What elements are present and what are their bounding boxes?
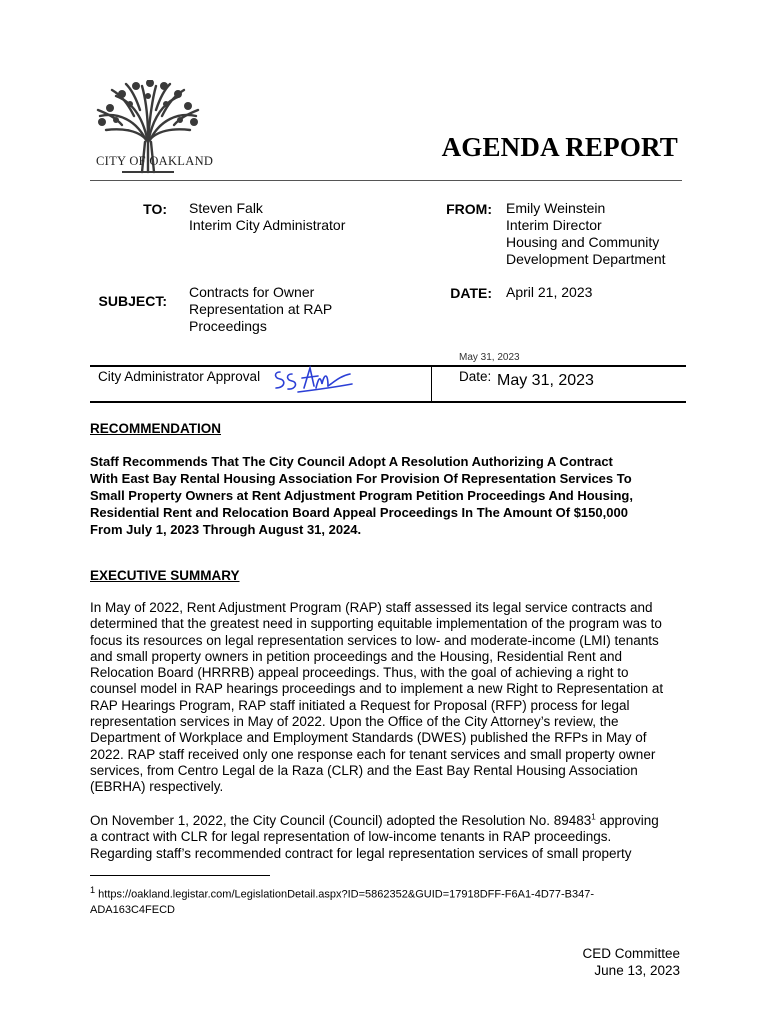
recommendation-line: Residential Rent and Relocation Board Appeal Proceedings In The Amount Of $150,000	[90, 505, 628, 520]
from-value	[506, 200, 666, 268]
subject-label: SUBJECT:	[98, 293, 167, 309]
executive-summary-paragraph-1	[90, 600, 684, 796]
recommendation-text	[90, 453, 680, 538]
subject-line: Contracts for Owner	[189, 284, 315, 300]
paragraph-line: a contract with CLR for legal representation of low-income tenants in RAP proceedings.	[90, 829, 612, 845]
paragraph-line: RAP Hearings Program, RAP staff initiated a Request for Proposal (RFP) process for legal	[90, 697, 630, 713]
paragraph-line: focus its resources on legal representation services to low- and moderate-income (LMI) tenants	[90, 632, 659, 648]
recommendation-line: From July 1, 2023 Through August 31, 2024.	[90, 522, 362, 537]
city-of-oakland-label: CITY OF OAKLAND	[96, 154, 214, 168]
paragraph-line: Regarding staff’s recommended contract for legal representation services of small property	[90, 845, 632, 861]
committee-name: CED Committee	[582, 946, 680, 961]
to-label: TO:	[143, 201, 167, 217]
footnote-reference-link[interactable]: 1	[591, 812, 596, 822]
footnote-url-link[interactable]: https://oakland.legistar.com/LegislationDetail.aspx?ID=5862352&GUID=17918DFF-F6A1-4D77-B347-	[95, 888, 595, 901]
approval-bottom-rule	[90, 401, 686, 403]
committee-date: June 13, 2023	[594, 963, 680, 978]
footnote	[90, 883, 690, 918]
paragraph-line: In May of 2022, Rent Adjustment Program (RAP) staff assessed its legal service contracts and	[90, 600, 653, 615]
paragraph-line: and small property owners in petition proceedings and the Housing, Residential Rent and	[90, 648, 623, 664]
approval-top-rule	[90, 365, 686, 367]
approval-stamp-date: May 31, 2023	[459, 352, 520, 363]
footnote-marker: 1	[90, 885, 96, 895]
paragraph-line: (EBRHA) respectively.	[90, 779, 224, 795]
signature-icon	[270, 362, 354, 396]
recommendation-line: Staff Recommends That The City Council Adopt A Resolution Authorizing A Contract	[90, 454, 613, 469]
recommendation-line: Small Property Owners at Rent Adjustment Program Petition Proceedings And Housing,	[90, 488, 633, 503]
paragraph-line	[90, 813, 684, 829]
footnote-divider	[90, 875, 270, 876]
page-footer	[582, 945, 680, 979]
paragraph-line: representation services in May of 2022. Upon the Office of the City Attorney’s review, the	[90, 714, 619, 730]
paragraph-line: determined that the greatest need in supporting equitable implementation of the program was to	[90, 616, 662, 632]
approval-date-label: Date:	[459, 369, 492, 384]
from-line: Emily Weinstein	[506, 200, 606, 216]
date-value: April 21, 2023	[506, 284, 593, 300]
paragraph-text: On November 1, 2022, the City Council (Council) adopted the Resolution No. 89483	[90, 813, 592, 828]
subject-line: Representation at RAP	[189, 301, 333, 317]
paragraph-line: Relocation Board (HRRRB) appeal proceedings. Thus, with the goal of achieving a right to	[90, 665, 629, 681]
footnote-url-link-continued[interactable]: ADA163C4FECD	[90, 903, 175, 916]
paragraph-line: services, from Centro Legal de la Raza (CLR) and the East Bay Rental Housing Association	[90, 762, 638, 778]
paragraph-line: counsel model in RAP hearings proceedings and to implement a new Right to Representation at	[90, 681, 664, 697]
approval-date-value: May 31, 2023	[497, 372, 594, 389]
footnote-line	[90, 883, 690, 903]
approval-divider	[431, 366, 432, 402]
paragraph-line: 2022. RAP staff received only one response each for tenant services and small property owner	[90, 746, 656, 762]
to-line: Steven Falk	[189, 200, 263, 216]
from-line: Development Department	[506, 251, 666, 267]
header-divider	[90, 180, 682, 181]
paragraph-text: approving	[595, 813, 659, 828]
executive-summary-paragraph-2	[90, 813, 684, 862]
recommendation-heading: RECOMMENDATION	[90, 421, 221, 436]
city-administrator-approval-label: City Administrator Approval	[98, 369, 261, 384]
from-line: Interim Director	[506, 217, 602, 233]
from-line: Housing and Community	[506, 234, 660, 250]
to-value	[189, 200, 345, 234]
recommendation-line: With East Bay Rental Housing Association For Provision Of Representation Services To	[90, 471, 632, 486]
date-label: DATE:	[450, 285, 492, 301]
from-label: FROM:	[446, 201, 492, 217]
page-title: AGENDA REPORT	[441, 132, 678, 162]
executive-summary-heading: EXECUTIVE SUMMARY	[90, 568, 240, 583]
paragraph-line: Department of Workplace and Employment Standards (DWES) published the RFPs in May of	[90, 730, 647, 746]
subject-value	[189, 284, 332, 335]
to-line: Interim City Administrator	[189, 217, 346, 233]
subject-line: Proceedings	[189, 318, 267, 334]
